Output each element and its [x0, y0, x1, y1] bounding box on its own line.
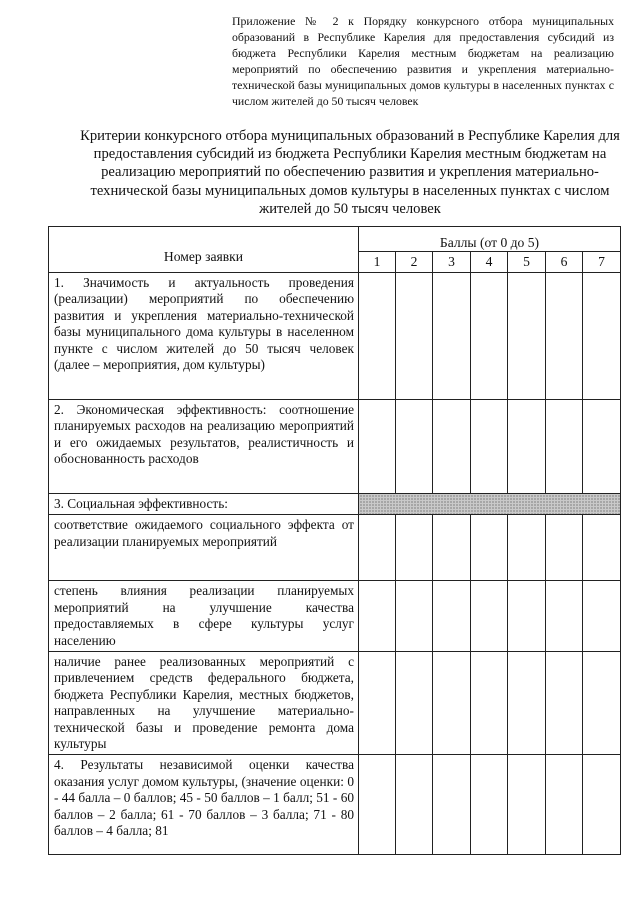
score-cell-1[interactable] [359, 273, 396, 400]
score-cell-1[interactable] [359, 652, 396, 755]
score-cell-6[interactable] [546, 581, 583, 652]
criterion-text: наличие ранее реализованных мероприятий с привлечением средств федерального бюджета, бюджета Республики Карелия, местных бюджетов, направленных на улучшение материально-технической базы и проведение ремонта дома культуры [49, 652, 359, 755]
score-cell-4[interactable] [471, 581, 508, 652]
score-cell-7[interactable] [583, 273, 621, 400]
score-cell-2[interactable] [396, 273, 433, 400]
score-cell-6[interactable] [546, 652, 583, 755]
score-cell-5[interactable] [508, 515, 546, 581]
score-cell-3[interactable] [433, 515, 471, 581]
score-cell-1[interactable] [359, 515, 396, 581]
score-cell-5[interactable] [508, 755, 546, 855]
criteria-row [49, 494, 621, 515]
score-cell-7[interactable] [583, 515, 621, 581]
score-cell-5[interactable] [508, 652, 546, 755]
score-cell-2[interactable] [396, 581, 433, 652]
score-cell-6[interactable] [546, 515, 583, 581]
shaded-score-cell [359, 494, 621, 515]
score-cell-5[interactable] [508, 400, 546, 494]
score-cell-3[interactable] [433, 400, 471, 494]
score-cell-2[interactable] [396, 755, 433, 855]
criteria-row [49, 755, 621, 855]
score-cell-4[interactable] [471, 400, 508, 494]
criteria-row [49, 652, 621, 755]
criteria-row [49, 515, 621, 581]
score-cell-4[interactable] [471, 515, 508, 581]
column-number-1: 1 [359, 252, 396, 273]
score-cell-7[interactable] [583, 652, 621, 755]
criterion-text: 4. Результаты независимой оценки качества оказания услуг домом культуры, (значение оценки: 0 - 44 балла – 0 баллов; 45 - 50 баллов – 1 балл; 51 - 60 баллов – 2 балла; 61 - 70 баллов – 3 балла; 71 - 80 баллов – 4 балла; 81 [49, 755, 359, 855]
score-cell-4[interactable] [471, 273, 508, 400]
column-number-7: 7 [583, 252, 621, 273]
criteria-row [49, 581, 621, 652]
criteria-row [49, 400, 621, 494]
score-cell-1[interactable] [359, 755, 396, 855]
score-cell-6[interactable] [546, 755, 583, 855]
score-cell-2[interactable] [396, 515, 433, 581]
score-cell-1[interactable] [359, 400, 396, 494]
score-cell-1[interactable] [359, 581, 396, 652]
column-number-6: 6 [546, 252, 583, 273]
score-cell-7[interactable] [583, 400, 621, 494]
criteria-row [49, 273, 621, 400]
score-cell-6[interactable] [546, 400, 583, 494]
score-cell-3[interactable] [433, 755, 471, 855]
criterion-text: 2. Экономическая эффективность: соотношение планируемых расходов на реализацию мероприятий и его ожидаемых результатов, реалистичность и обоснованность расходов [49, 400, 359, 494]
score-cell-5[interactable] [508, 581, 546, 652]
score-cell-3[interactable] [433, 652, 471, 755]
criterion-text: 3. Социальная эффективность: [49, 494, 359, 515]
appendix-note: Приложение № 2 к Порядку конкурсного отбора муниципальных образований в Республике Карелия для предоставления субсидий из бюджета Республики Карелия местным бюджетам на реализацию мероприятий по обеспечению развития и укрепления материально-технической базы муниципальных домов культуры в населенных пунктах с числом жителей до 50 тысяч человек [232, 14, 614, 108]
score-cell-4[interactable] [471, 652, 508, 755]
score-cell-2[interactable] [396, 652, 433, 755]
score-cell-7[interactable] [583, 755, 621, 855]
score-cell-7[interactable] [583, 581, 621, 652]
criterion-text: 1. Значимость и актуальность проведения (реализации) мероприятий по обеспечению развития и укрепления материально-технической базы муниципального дома культуры в населенном пункте с числом жителей до 50 тысяч человек (далее – мероприятия, дом культуры) [49, 273, 359, 400]
score-cell-4[interactable] [471, 755, 508, 855]
column-number-5: 5 [508, 252, 546, 273]
score-cell-3[interactable] [433, 581, 471, 652]
document-title: Критерии конкурсного отбора муниципальных образований в Республике Карелия для предоставления субсидий из бюджета Республики Карелия местным бюджетам на реализацию мероприятий по обеспечению развития и укрепления материально-технической базы муниципальных домов культуры в населенных пунктах с числом жителей до 50 тысяч человек [80, 128, 620, 217]
criterion-text: соответствие ожидаемого социального эффекта от реализации планируемых мероприятий [49, 515, 359, 581]
header-application-number: Номер заявки [49, 227, 359, 273]
column-number-3: 3 [433, 252, 471, 273]
score-cell-5[interactable] [508, 273, 546, 400]
score-cell-2[interactable] [396, 400, 433, 494]
column-number-4: 4 [471, 252, 508, 273]
score-cell-6[interactable] [546, 273, 583, 400]
score-cell-3[interactable] [433, 273, 471, 400]
criterion-text: степень влияния реализации планируемых мероприятий на улучшение качества предоставляемых в сфере культуры услуг населению [49, 581, 359, 652]
column-number-2: 2 [396, 252, 433, 273]
header-scores: Баллы (от 0 до 5) [359, 227, 621, 252]
criteria-table [48, 226, 621, 855]
